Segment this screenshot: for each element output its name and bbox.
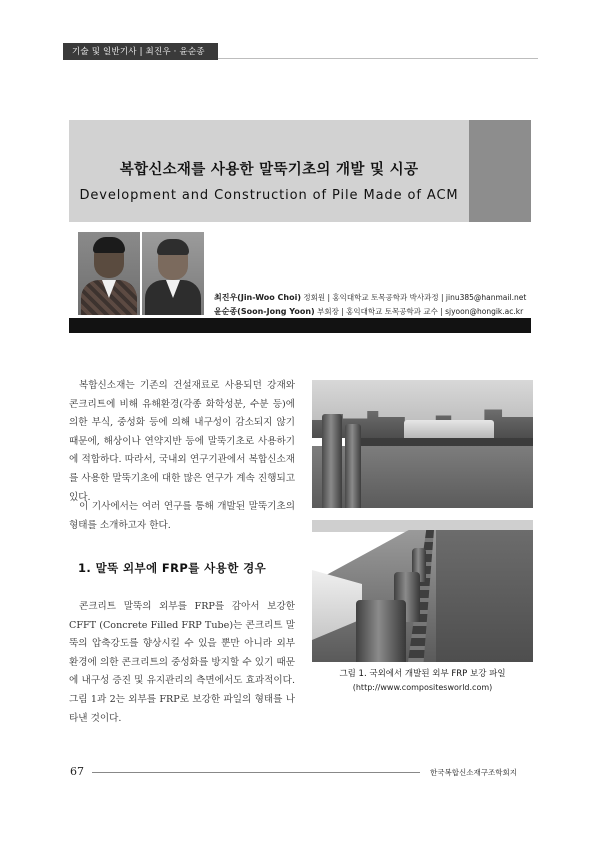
author-name: 윤순종(Soon-Jong Yoon) <box>214 307 315 316</box>
section-label: 기술 및 일반기사 | 최진우 · 윤순종 <box>72 47 205 57</box>
figure-source: (http://www.compositesworld.com) <box>352 683 493 692</box>
author-name: 최진우(Jin-Woo Choi) <box>214 293 301 302</box>
header-rule <box>218 58 538 59</box>
figure-caption: 그림 1. 국외에서 개발된 외부 FRP 보강 파일 <box>339 669 506 679</box>
journal-name: 한국복합신소재구조학회지 <box>430 768 517 777</box>
title-korean: 복합신소재를 사용한 말뚝기초의 개발 및 시공 <box>119 162 419 178</box>
footer-rule <box>92 772 420 773</box>
section-heading: 1. 말뚝 외부에 FRP를 사용한 경우 <box>78 561 267 575</box>
body-paragraph: 콘크리트 말뚝의 외부를 FRP를 감아서 보강한 CFFT (Concrete Filled FRP Tube)는 콘크리트 말뚝의 압축강도를 향상시킬 수 있을 뿐만 아니라 외부 환경에 의한 콘크리트의 중성화를 방지할 수 있기 때문에 내구성 증진 및 유지관리의 측면에서도 효과적이다. 그림 1과 2는 외부를 FRP로 보강한 파일의 형태를 나타낸 것이다. <box>69 601 295 724</box>
title-bottom-bar <box>69 318 531 333</box>
author-line-2 <box>214 306 523 317</box>
title-accent-block <box>469 120 531 222</box>
title-english: Development and Construction of Pile Made of ACM <box>79 188 459 203</box>
author-photo-yoon <box>142 232 204 315</box>
body-paragraph: 복합신소재는 기존의 건설재료로 사용되던 강재와 콘크리트에 비해 유해환경(각종 화학성분, 수분 등)에 의한 부식, 중성화 등에 의해 내구성이 감소되지 않기 때문에, 해상이나 연약지반 등에 말뚝기초로 사용하기에 적합하다. 따라서, 국내외 연구기관에서 복합신소재를 사용한 말뚝기초에 대한 많은 연구가 계속 진행되고 있다. <box>69 380 295 503</box>
body-paragraph: 이 기사에서는 여러 연구를 통해 개발된 말뚝기초의 형태를 소개하고자 한다. <box>69 501 295 531</box>
author-details: 부회장 | 홍익대학교 토목공학과 교수 | sjyoon@hongik.ac.kr <box>317 307 524 316</box>
author-line-1 <box>214 292 526 303</box>
author-details: 정회원 | 홍익대학교 토목공학과 박사과정 | jinu385@hanmail.net <box>303 293 527 302</box>
author-photo-choi <box>78 232 140 315</box>
page-number: 67 <box>70 765 84 778</box>
figure-photo-pier <box>312 520 533 662</box>
figure-photo-harbor <box>312 380 533 508</box>
